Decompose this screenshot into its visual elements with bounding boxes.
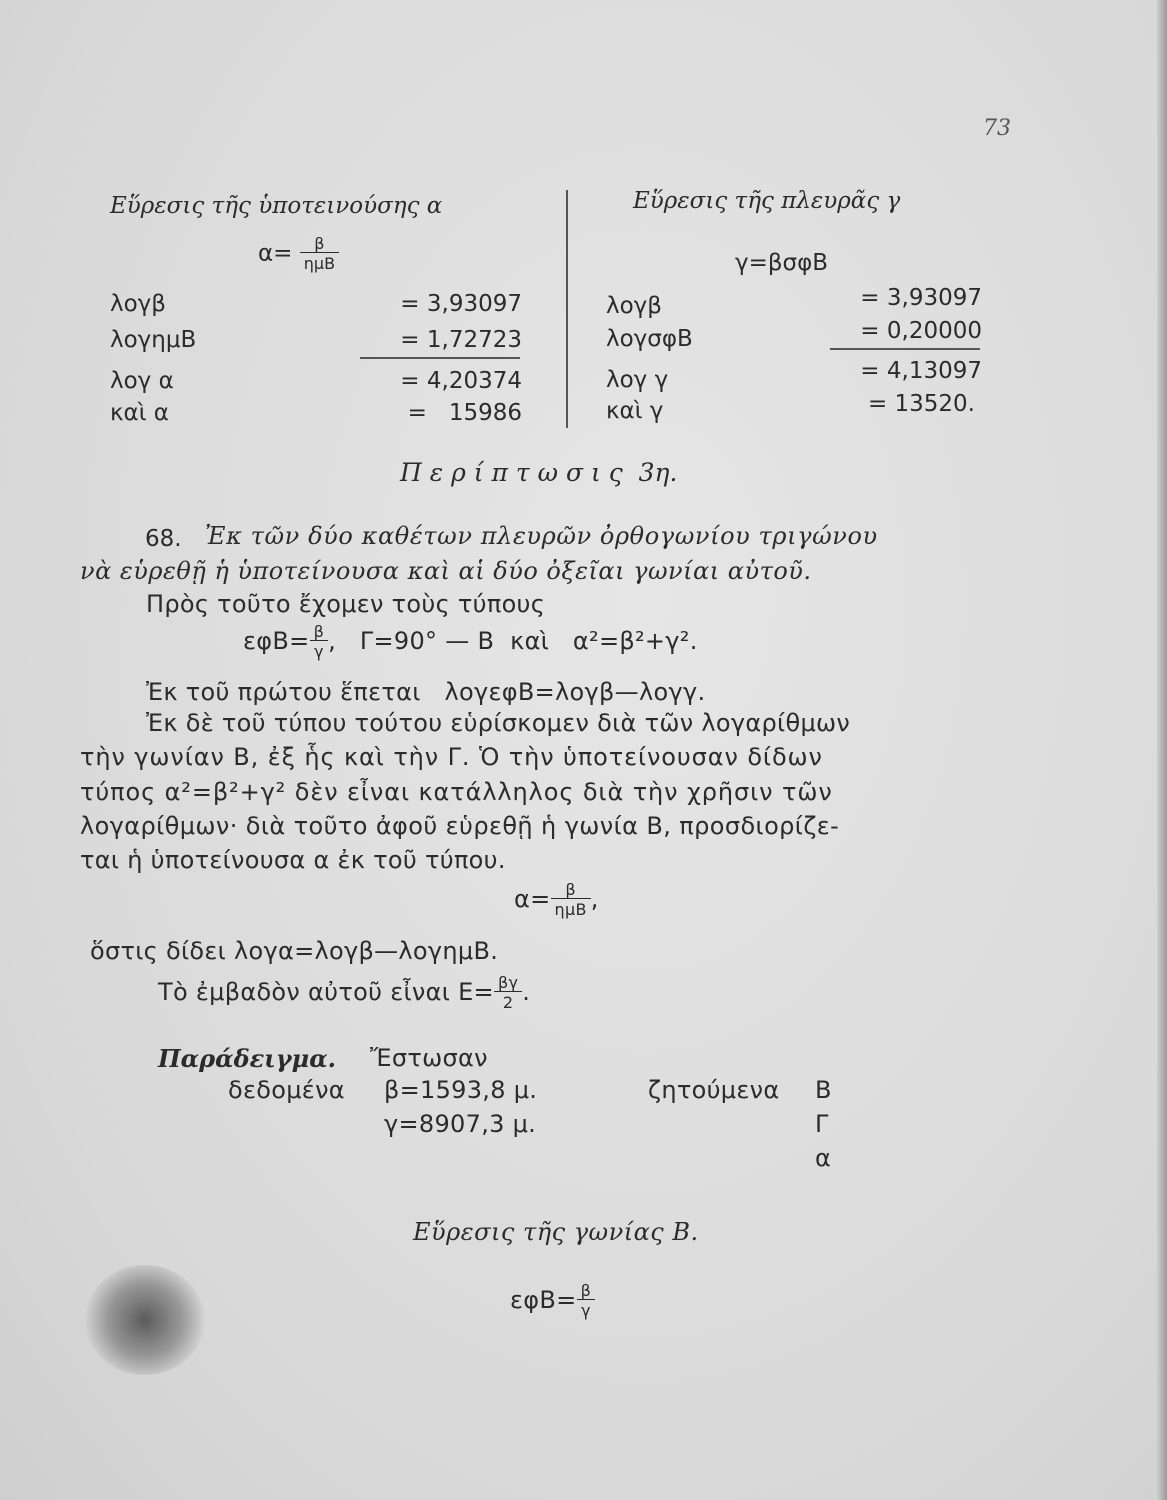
final-formula-den: γ — [577, 1299, 596, 1319]
right-row-value: = 4,13097 — [860, 358, 982, 384]
right-row-label: λογσφB — [606, 326, 693, 352]
left-sum-rule — [360, 357, 520, 359]
final-formula-lhs: εφB= — [510, 1286, 577, 1314]
final-formula-num: β — [580, 1281, 592, 1300]
paragraph-line: τὴν γωνίαν B, ἐξ ἧς καὶ τὴν Γ. Ὁ τὴν ὑποτείνουσαν δίδων — [80, 743, 823, 771]
page-edge-shadow — [1157, 0, 1167, 1500]
right-row-value: = 0,20000 — [860, 318, 982, 344]
left-formula-den: ημB — [300, 252, 339, 272]
left-row-value: = 4,20374 — [400, 368, 522, 394]
left-col-formula — [258, 236, 339, 272]
right-row-value: = 13520. — [867, 391, 975, 417]
formula-a-fraction — [551, 882, 591, 918]
angle-heading: Εὕρεσις τῆς γωνίας B. — [413, 1218, 699, 1246]
formula-a — [514, 882, 599, 918]
left-formula-num: β — [314, 234, 325, 253]
left-row-value: = 15986 — [407, 400, 522, 426]
problem-number: 68. — [145, 526, 182, 552]
formula-line — [243, 624, 698, 660]
given-value: β=1593,8 μ. — [384, 1076, 538, 1104]
left-row-label: λογβ — [110, 291, 166, 317]
paragraph-line: Ἐκ δὲ τοῦ τύπου τούτου εὑρίσκομεν διὰ τῶν λογαρίθμων — [146, 709, 851, 737]
sought-label: ζητούμενα — [648, 1076, 780, 1104]
left-formula-fraction — [300, 236, 339, 272]
left-row-value: = 1,72723 — [400, 327, 522, 353]
left-row-label: καὶ α — [110, 400, 169, 426]
sought-value: α — [815, 1144, 832, 1172]
area-den: 2 — [494, 991, 522, 1011]
page-number: 73 — [983, 116, 1011, 141]
given-label: δεδομένα — [228, 1076, 345, 1104]
final-formula — [510, 1283, 595, 1319]
formula-a-den: ημB — [551, 898, 591, 918]
right-col-formula: γ=βσφB — [735, 250, 829, 276]
first-consequence-line: Ἐκ τοῦ πρώτου ἕπεται λογεφB=λογβ—λογγ. — [146, 678, 706, 706]
right-col-title: Εὕρεσις τῆς πλευρᾶς γ — [633, 188, 901, 214]
left-row-label: λογ α — [110, 368, 174, 394]
formula-fraction — [310, 624, 329, 660]
right-row-label: λογβ — [606, 293, 662, 319]
paragraph-line: λογαρίθμων· διὰ τοῦτο ἀφοῦ εὑρεθῇ ἡ γωνία B, προσδιορίζε- — [80, 812, 840, 840]
paragraph-line: ται ἡ ὑποτείνουσα α ἐκ τοῦ τύπου. — [80, 846, 506, 874]
formula-lhs: εφB= — [243, 627, 310, 655]
left-row-label: λογημB — [110, 327, 197, 353]
area-text: Τὸ ἐμβαδὸν αὐτοῦ εἶναι E= — [158, 978, 494, 1006]
example-label: Παράδειγμα. — [158, 1044, 337, 1073]
ink-smudge — [85, 1265, 205, 1375]
sought-value: Γ — [815, 1110, 829, 1138]
right-sum-rule — [830, 348, 980, 350]
hence-line: ὅστις δίδει λογα=λογβ—λογημB. — [90, 937, 499, 965]
sought-value: B — [815, 1076, 832, 1104]
right-row-label: λογ γ — [606, 367, 669, 393]
area-fraction — [494, 975, 522, 1011]
area-num: βγ — [497, 973, 519, 992]
final-formula-fraction — [577, 1283, 596, 1319]
right-row-value: = 3,93097 — [860, 285, 982, 311]
given-value: γ=8907,3 μ. — [384, 1110, 537, 1138]
problem-text-line: Ἐκ τῶν δύο καθέτων πλευρῶν ὀρθογωνίου τριγώνου — [205, 522, 878, 550]
right-row-label: καὶ γ — [606, 398, 664, 424]
case-heading: Π ε ρ ί π τ ω σ ι ς 3η. — [400, 458, 678, 487]
area-line — [158, 975, 530, 1011]
paragraph-line: τύπος α²=β²+γ² δὲν εἶναι κατάλληλος διὰ τὴν χρῆσιν τῶν — [80, 778, 833, 806]
left-formula-lhs: α= — [258, 240, 293, 267]
column-divider — [566, 190, 568, 428]
left-col-title: Εὕρεσις τῆς ὑποτεινούσης α — [110, 193, 443, 219]
formula-num: β — [313, 622, 325, 641]
formula-rest: , Γ=90° — B καὶ α²=β²+γ². — [328, 627, 698, 655]
left-row-value: = 3,93097 — [400, 291, 522, 317]
intro-line: Πρὸς τοῦτο ἔχομεν τοὺς τύπους — [146, 590, 546, 618]
formula-a-num: β — [565, 880, 576, 899]
formula-den: γ — [310, 640, 329, 660]
example-lead: Ἔστωσαν — [370, 1044, 488, 1072]
formula-a-lhs: α= — [514, 885, 551, 913]
area-tail: . — [522, 978, 531, 1006]
problem-text-line: νὰ εὑρεθῇ ἡ ὑποτείνουσα καὶ αἱ δύο ὀξεῖαι γωνίαι αὐτοῦ. — [80, 557, 812, 585]
formula-a-tail: , — [590, 885, 599, 913]
